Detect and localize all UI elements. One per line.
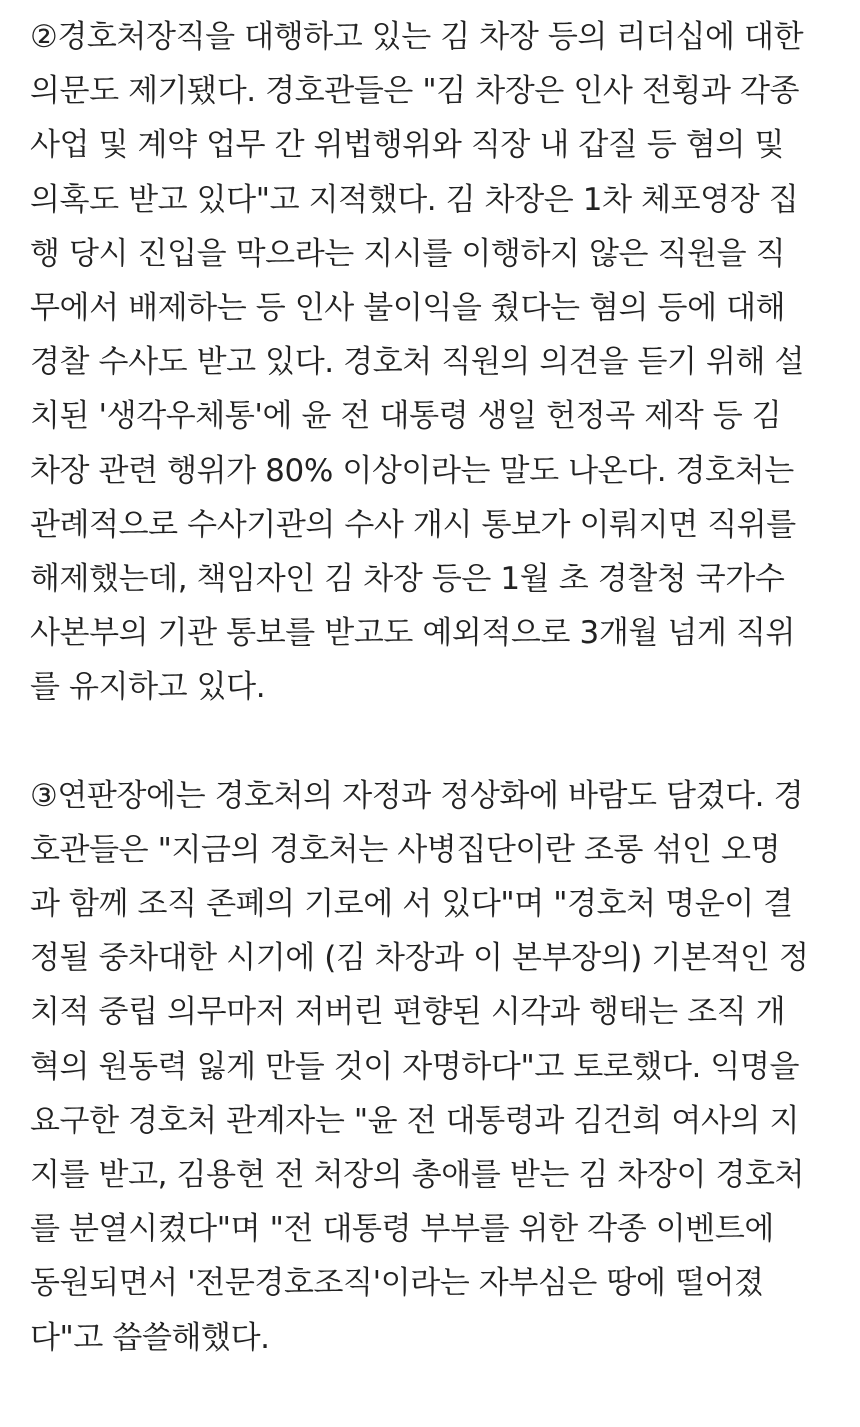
text-line: 를 유지하고 있다. bbox=[30, 669, 266, 706]
text-line: 치적 중립 의무마저 저버린 편향된 시각과 행태는 조직 개 bbox=[30, 994, 786, 1031]
paragraph-spacer bbox=[30, 714, 840, 768]
text-line: 를 분열시켰다"며 "전 대통령 부부를 위한 각종 이벤트에 bbox=[30, 1211, 774, 1248]
text-line: 요구한 경호처 관계자는 "윤 전 대통령과 김건희 여사의 지 bbox=[30, 1102, 800, 1139]
text-line: 사본부의 기관 통보를 받고도 예외적으로 3개월 넘게 직위 bbox=[30, 615, 796, 652]
text-line: 정될 중차대한 시기에 (김 차장과 이 본부장의) 기본적인 정 bbox=[30, 940, 809, 977]
text-line: 과 함께 조직 존폐의 기로에 서 있다"며 "경호처 명운이 결 bbox=[30, 886, 793, 922]
text-line: 지를 받고, 김용현 전 처장의 총애를 받는 김 차장이 경호처 bbox=[30, 1156, 805, 1193]
text-line: 호관들은 "지금의 경호처는 사병집단이란 조롱 섞인 오명 bbox=[30, 831, 781, 868]
article-body bbox=[30, 10, 840, 1365]
text-line: 사업 및 계약 업무 간 위법행위와 직장 내 갑질 등 혐의 및 bbox=[30, 127, 785, 164]
text-line: 치된 '생각우체통'에 윤 전 대통령 생일 헌정곡 제작 등 김 bbox=[30, 398, 782, 435]
text-line: ②경호처장직을 대행하고 있는 김 차장 등의 리더십에 대한 bbox=[30, 19, 804, 55]
paragraph-3 bbox=[30, 769, 840, 1365]
text-line: 의혹도 받고 있다"고 지적했다. 김 차장은 1차 체포영장 집 bbox=[30, 181, 799, 218]
text-line: 해제했는데, 책임자인 김 차장 등은 1월 초 경찰청 국가수 bbox=[30, 560, 785, 597]
text-line: 무에서 배제하는 등 인사 불이익을 줬다는 혐의 등에 대해 bbox=[30, 289, 786, 326]
paragraph-2 bbox=[30, 10, 840, 714]
text-line: 관례적으로 수사기관의 수사 개시 통보가 이뤄지면 직위를 bbox=[30, 506, 796, 543]
text-line: 경찰 수사도 받고 있다. 경호처 직원의 의견을 듣기 위해 설 bbox=[30, 344, 805, 381]
text-line: ③연판장에는 경호처의 자정과 정상화에 바람도 담겼다. 경 bbox=[30, 777, 804, 814]
text-line: 행 당시 진입을 막으라는 지시를 이행하지 않은 직원을 직 bbox=[30, 235, 786, 272]
text-line: 의문도 제기됐다. 경호관들은 "김 차장은 인사 전횡과 각종 bbox=[30, 73, 800, 110]
text-line: 혁의 원동력 잃게 만들 것이 자명하다"고 토로했다. 익명을 bbox=[30, 1048, 800, 1085]
text-line: 차장 관련 행위가 80% 이상이라는 말도 나온다. 경호처는 bbox=[30, 452, 794, 489]
text-line: 동원되면서 '전문경호조직'이라는 자부심은 땅에 떨어졌 bbox=[30, 1265, 764, 1302]
text-line: 다"고 씁쓸해했다. bbox=[30, 1319, 270, 1356]
